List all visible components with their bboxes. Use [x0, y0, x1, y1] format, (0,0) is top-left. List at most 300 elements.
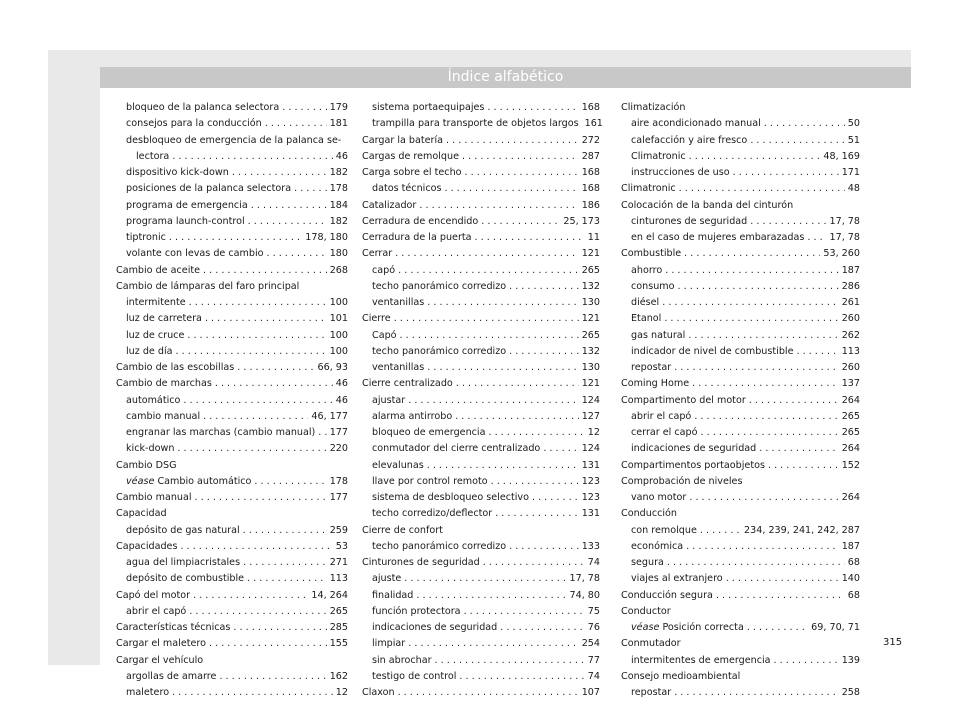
entry-term: programa launch-control: [126, 215, 245, 227]
dot-leader: [294, 181, 327, 197]
entry-term: gas natural: [631, 329, 686, 341]
dot-leader: [689, 149, 821, 165]
entry-term: Cambio de las escobillas: [116, 362, 235, 373]
dot-leader: [398, 263, 579, 279]
index-subentry: [362, 506, 600, 522]
entry-term: Conductor: [621, 605, 671, 617]
entry-term: intermitente: [126, 297, 186, 308]
dot-leader: [195, 490, 327, 506]
entry-term: Carga sobre el techo: [362, 167, 462, 178]
index-subentry: [362, 279, 600, 295]
entry-term: Compartimento del motor: [621, 394, 746, 406]
entry-term: Cierre centralizado: [362, 378, 453, 390]
dot-leader: [237, 360, 314, 376]
dot-leader: [183, 393, 332, 409]
dot-leader: [764, 116, 845, 132]
dot-leader: [205, 311, 327, 327]
entry-pages: 178, 180: [305, 232, 348, 243]
index-subentry: [362, 441, 600, 457]
index-entry: [362, 555, 600, 571]
index-subentry: [116, 149, 348, 165]
entry-term: engranar las marchas (cambio manual): [126, 427, 316, 438]
entry-pages: 69, 70, 71: [811, 622, 860, 633]
entry-term: sistema de desbloqueo selectivo: [372, 492, 529, 503]
entry-pages: 132: [581, 280, 600, 292]
entry-term: luz de cruce: [126, 329, 185, 341]
entry-term: Cinturones de seguridad: [362, 557, 480, 568]
entry-term: instrucciones de uso: [631, 167, 730, 178]
index-subentry: [116, 571, 348, 587]
index-subentry: [116, 116, 348, 132]
entry-term: Coming Home: [621, 378, 690, 390]
entry-term: lectora: [136, 150, 170, 162]
entry-term: sin abrochar: [372, 654, 432, 666]
entry-term: repostar: [631, 687, 672, 698]
entry-pages: 127: [581, 410, 600, 422]
dot-leader: [465, 165, 579, 181]
entry-pages: 107: [581, 687, 600, 698]
index-subentry: [621, 425, 860, 441]
entry-pages: 264: [841, 492, 860, 503]
index-subentry: [116, 198, 348, 214]
entry-pages: 66, 93: [317, 362, 348, 373]
index-subentry: [362, 263, 600, 279]
dot-leader: [177, 441, 326, 457]
index-subentry: [621, 295, 860, 311]
index-subentry: [621, 523, 860, 539]
entry-pages: 11: [587, 232, 600, 243]
index-subentry: [116, 165, 348, 181]
index-subentry: [116, 311, 348, 327]
dot-leader: [509, 279, 579, 295]
dot-leader: [282, 100, 326, 116]
dot-leader: [400, 328, 579, 344]
dot-leader: [446, 133, 579, 149]
index-subentry: [621, 409, 860, 425]
entry-term: maletero: [126, 687, 170, 698]
entry-pages: 100: [329, 345, 348, 357]
entry-term: función protectora: [372, 605, 461, 617]
dot-leader: [251, 198, 327, 214]
dot-leader: [219, 669, 326, 685]
entry-term: depósito de combustible: [126, 573, 245, 585]
index-entry: [116, 376, 348, 392]
index-entry: [116, 653, 348, 669]
entry-pages: 265: [841, 410, 860, 422]
entry-pages: 187: [841, 540, 860, 552]
index-entry: [362, 149, 600, 165]
dot-leader: [684, 246, 820, 262]
index-entry: [362, 376, 600, 392]
entry-term: económica: [631, 540, 684, 552]
index-entry: [362, 165, 600, 181]
entry-term: Cerrar: [362, 248, 393, 260]
dot-leader: [700, 523, 741, 539]
index-entry: [621, 474, 860, 490]
dot-leader: [481, 214, 560, 230]
entry-term: techo panorámico corredizo: [372, 345, 507, 357]
entry-term: Cargar la batería: [362, 134, 444, 146]
index-subentry: [362, 425, 600, 441]
index-subentry: [116, 685, 348, 701]
index-subentry: [116, 555, 348, 571]
dot-leader: [665, 263, 838, 279]
entry-pages: 100: [329, 329, 348, 341]
entry-pages: 234, 239, 241, 242, 287: [744, 524, 860, 536]
index-subentry: [116, 523, 348, 539]
index-subentry: [621, 344, 860, 360]
dot-leader: [459, 669, 584, 685]
dot-leader: [487, 100, 578, 116]
entry-pages: 181: [329, 118, 348, 130]
entry-pages: 182: [329, 167, 348, 178]
index-entry: [621, 181, 860, 197]
entry-term: en el caso de mujeres embarazadas: [631, 232, 805, 243]
entry-pages: 131: [581, 508, 600, 520]
entry-pages: 113: [841, 345, 860, 357]
entry-term: alarma antirrobo: [372, 410, 453, 422]
dot-leader: [243, 523, 327, 539]
entry-pages: 265: [329, 605, 348, 617]
entry-term: Cierre de confort: [362, 524, 443, 536]
entry-term: ahorro: [631, 264, 663, 276]
entry-term: Características técnicas: [116, 622, 231, 633]
index-entry: [116, 490, 348, 506]
entry-term: Etanol: [631, 313, 662, 325]
dot-leader: [694, 409, 838, 425]
page-title: Índice alfabético: [100, 67, 911, 88]
entry-term: depósito de gas natural: [126, 524, 240, 536]
index-subentry: [116, 669, 348, 685]
index-subentry: [362, 571, 600, 587]
index-entry: [362, 246, 600, 262]
dot-leader: [759, 441, 838, 457]
dot-leader: [267, 246, 327, 262]
entry-pages: 254: [581, 638, 600, 650]
entry-term: Cargar el maletero: [116, 638, 206, 650]
index-entry: [116, 279, 348, 295]
entry-term: tiptronic: [126, 232, 166, 243]
dot-leader: [679, 181, 845, 197]
dot-leader: [488, 425, 584, 441]
entry-term: agua del limpiacristales: [126, 557, 241, 568]
entry-pages: 264: [841, 394, 860, 406]
entry-pages: 53, 260: [823, 248, 860, 260]
index-subentry: [621, 230, 860, 246]
entry-term: Capacidad: [116, 508, 167, 520]
entry-term: posiciones de la palanca selectora: [126, 183, 292, 195]
index-subentry: [362, 344, 600, 360]
dot-leader: [688, 328, 838, 344]
entry-term: ajustar: [372, 394, 406, 406]
entry-pages: 184: [329, 199, 348, 211]
entry-pages: 46: [335, 378, 348, 390]
entry-term: viajes al extranjero: [631, 573, 723, 585]
entry-term: Colocación de la banda del cinturón: [621, 199, 794, 211]
entry-pages: 12: [335, 687, 348, 698]
dot-leader: [807, 230, 826, 246]
dot-leader: [462, 149, 579, 165]
index-entry: [621, 376, 860, 392]
dot-leader: [395, 246, 579, 262]
entry-pages: 48: [847, 183, 860, 195]
dot-leader: [495, 506, 579, 522]
entry-term: Cambio automático: [157, 475, 252, 487]
entry-pages: 17, 78: [569, 573, 600, 585]
entry-term: bloqueo de emergencia: [372, 427, 486, 438]
dot-leader: [254, 474, 326, 490]
dot-leader: [483, 555, 585, 571]
index-entry: [621, 458, 860, 474]
dot-leader: [203, 409, 308, 425]
entry-term: Conducción segura: [621, 589, 713, 601]
index-entry: [621, 506, 860, 522]
entry-term: dispositivo kick-down: [126, 167, 229, 178]
dot-leader: [176, 344, 327, 360]
entry-pages: 100: [329, 297, 348, 308]
entry-pages: 155: [329, 638, 348, 650]
dot-leader: [398, 685, 579, 701]
entry-term: argollas de amarre: [126, 670, 217, 682]
entry-pages: 74, 80: [569, 589, 600, 601]
entry-pages: 287: [581, 150, 600, 162]
entry-pages: 140: [841, 573, 860, 585]
entry-pages: 46: [335, 394, 348, 406]
entry-term: Conducción: [621, 508, 677, 520]
dot-leader: [172, 685, 333, 701]
entry-term: Combustible: [621, 248, 682, 260]
entry-pages: 75: [587, 605, 600, 617]
dot-leader: [209, 636, 327, 652]
entry-term: finalidad: [372, 589, 414, 601]
entry-term: Consejo medioambiental: [621, 670, 741, 682]
entry-pages: 48, 169: [823, 150, 860, 162]
entry-pages: 130: [581, 362, 600, 373]
entry-pages: 177: [329, 427, 348, 438]
index-subentry: [362, 100, 600, 116]
entry-pages: 76: [587, 622, 600, 633]
dot-leader: [187, 328, 326, 344]
entry-pages: 101: [329, 313, 348, 325]
entry-term: volante con levas de cambio: [126, 248, 264, 260]
entry-pages: 74: [587, 670, 600, 682]
dot-leader: [686, 539, 839, 555]
dot-leader: [247, 571, 327, 587]
dot-leader: [427, 295, 578, 311]
entry-pages: 179: [329, 102, 348, 113]
entry-term: bloqueo de la palanca selectora: [126, 102, 280, 113]
entry-term: luz de carretera: [126, 313, 202, 325]
page-number: 315: [883, 637, 903, 648]
entry-term: trampilla para transporte de objetos largos: [372, 118, 579, 130]
entry-pages: 121: [581, 248, 600, 260]
entry-term: Climatización: [621, 102, 686, 113]
index-subentry: [116, 295, 348, 311]
dot-leader: [455, 409, 578, 425]
index-entry: [362, 523, 600, 539]
index-subentry: [362, 393, 600, 409]
entry-pages: 50: [847, 118, 860, 130]
entry-term: techo panorámico corredizo: [372, 540, 507, 552]
index-subentry: [362, 490, 600, 506]
index-subentry: [116, 246, 348, 262]
entry-pages: 121: [581, 378, 600, 390]
entry-term: automático: [126, 394, 181, 406]
index-subentry: [621, 555, 860, 571]
index-subentry: [362, 636, 600, 652]
dot-leader: [747, 620, 808, 636]
dot-leader: [733, 165, 839, 181]
entry-pages: 46, 177: [311, 410, 348, 422]
dot-leader: [689, 490, 838, 506]
entry-pages: 68: [847, 589, 860, 601]
dot-leader: [500, 620, 585, 636]
see-reference: véase: [126, 475, 155, 487]
index-entry: [621, 636, 860, 652]
entry-term: ventanillas: [372, 297, 425, 308]
entry-pages: 260: [841, 362, 860, 373]
entry-pages: 260: [841, 313, 860, 325]
entry-term: Capacidades: [116, 540, 178, 552]
index-subentry: [621, 685, 860, 701]
dot-leader: [193, 588, 308, 604]
index-entry: [362, 311, 600, 327]
entry-pages: 132: [581, 345, 600, 357]
index-subentry: [621, 214, 860, 230]
index-subentry: [362, 458, 600, 474]
index-subentry: [362, 539, 600, 555]
dot-leader: [318, 425, 326, 441]
index-subentry: [362, 588, 600, 604]
index-entry: [116, 263, 348, 279]
dot-leader: [532, 490, 579, 506]
entry-pages: 124: [581, 394, 600, 406]
entry-term: Cambio de marchas: [116, 378, 212, 390]
index-subentry: [621, 571, 860, 587]
index-subentry: [621, 311, 860, 327]
entry-term: diésel: [631, 297, 660, 308]
dot-leader: [750, 133, 844, 149]
index-entry: [621, 588, 860, 604]
entry-pages: 130: [581, 297, 600, 308]
index-subentry: [116, 133, 348, 149]
dot-leader: [265, 116, 327, 132]
entry-term: desbloqueo de emergencia de la palanca se-: [126, 134, 342, 146]
entry-term: Posición correcta: [662, 622, 744, 633]
entry-term: Catalizador: [362, 199, 417, 211]
index-entry: [621, 393, 860, 409]
dot-leader: [750, 214, 826, 230]
dot-leader: [796, 344, 838, 360]
index-subentry: [362, 653, 600, 669]
entry-pages: 265: [581, 264, 600, 276]
entry-pages: 124: [581, 443, 600, 455]
index-entry: [362, 133, 600, 149]
index-subentry: [116, 344, 348, 360]
index-column-2: [362, 100, 603, 701]
index-subentry: [362, 181, 600, 197]
index-subentry: [621, 149, 860, 165]
entry-term: limpiar: [372, 638, 406, 650]
index-subentry: [116, 425, 348, 441]
entry-pages: 261: [841, 297, 860, 308]
index-subentry: [116, 393, 348, 409]
index-entry: [621, 669, 860, 685]
entry-term: indicador de nivel de combustible: [631, 345, 794, 357]
entry-pages: 168: [581, 102, 600, 113]
entry-pages: 162: [329, 670, 348, 682]
entry-pages: 123: [581, 475, 600, 487]
index-subentry: [116, 100, 348, 116]
dot-leader: [726, 571, 839, 587]
entry-term: consumo: [631, 280, 675, 292]
index-subentry: [362, 669, 600, 685]
dot-leader: [509, 344, 579, 360]
dot-leader: [408, 636, 578, 652]
entry-pages: 265: [581, 329, 600, 341]
dot-leader: [674, 685, 839, 701]
dot-leader: [678, 279, 839, 295]
dot-leader: [189, 604, 326, 620]
dot-leader: [456, 376, 579, 392]
entry-pages: 17, 78: [829, 215, 860, 227]
entry-pages: 68: [847, 557, 860, 568]
dot-leader: [749, 393, 839, 409]
dot-leader: [491, 474, 579, 490]
index-entry: [116, 360, 348, 376]
index-entry: [362, 685, 600, 701]
entry-pages: 121: [581, 313, 600, 325]
index-subentry: [116, 181, 348, 197]
dot-leader: [662, 295, 838, 311]
entry-term: Cambio de aceite: [116, 264, 201, 276]
entry-pages: 265: [841, 427, 860, 438]
entry-pages: 168: [581, 183, 600, 195]
entry-pages: 272: [581, 134, 600, 146]
entry-pages: 139: [841, 654, 860, 666]
index-subentry: [621, 116, 860, 132]
entry-pages: 161: [584, 118, 603, 130]
entry-term: luz de día: [126, 345, 173, 357]
index-entry: [116, 458, 348, 474]
entry-pages: 168: [581, 167, 600, 178]
entry-term: Compartimentos portaobjetos: [621, 459, 765, 471]
index-subentry: [621, 620, 860, 636]
index-column-1: [116, 100, 348, 701]
dot-leader: [543, 441, 578, 457]
index-subentry: [362, 295, 600, 311]
dot-leader: [444, 181, 578, 197]
entry-term: Claxon: [362, 687, 395, 698]
index-subentry: [621, 133, 860, 149]
entry-term: Cambio DSG: [116, 459, 177, 471]
dot-leader: [667, 555, 845, 571]
dot-leader: [408, 393, 578, 409]
entry-pages: 286: [841, 280, 860, 292]
index-subentry: [116, 441, 348, 457]
entry-pages: 123: [581, 492, 600, 503]
index-entry: [362, 198, 600, 214]
dot-leader: [189, 295, 327, 311]
entry-pages: 133: [581, 540, 600, 552]
index-subentry: [116, 230, 348, 246]
entry-pages: 51: [847, 134, 860, 146]
entry-pages: 258: [841, 687, 860, 698]
dot-leader: [435, 653, 585, 669]
entry-pages: 74: [587, 557, 600, 568]
see-reference: véase: [631, 622, 660, 633]
entry-pages: 152: [841, 459, 860, 471]
